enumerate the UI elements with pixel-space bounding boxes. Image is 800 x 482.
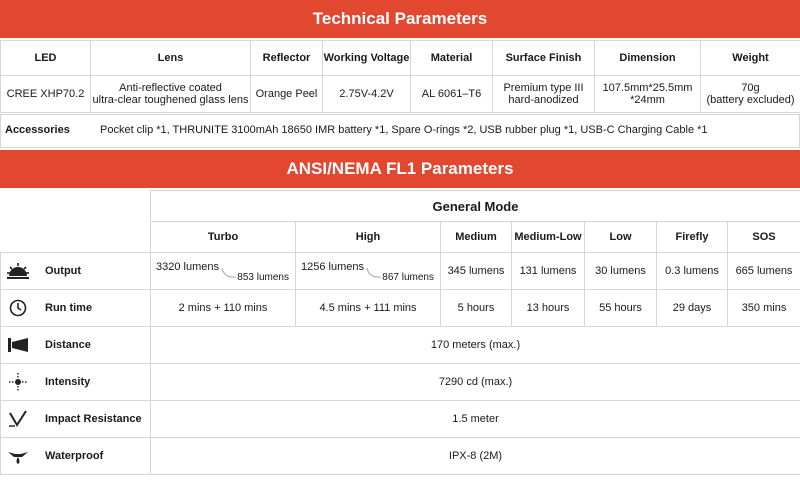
sun-icon: [7, 262, 29, 280]
output-firefly: 0.3 lumens: [657, 253, 728, 290]
value-dimension: [595, 76, 701, 113]
runtime-label-cell: [1, 290, 151, 327]
runtime-high: 4.5 mins + 111 mins: [296, 290, 441, 327]
header-material: Material: [411, 41, 493, 76]
impact-row: [1, 401, 800, 438]
mode-low: Low: [585, 222, 657, 253]
weight-line-1: 70g: [741, 82, 760, 94]
intensity-row: [1, 364, 800, 401]
runtime-firefly: 29 days: [657, 290, 728, 327]
header-led: LED: [1, 41, 91, 76]
ansi-parameters-table: [0, 190, 800, 475]
impact-label-cell: [1, 401, 151, 438]
general-mode-row: [1, 191, 800, 222]
decay-curve-icon: [221, 267, 237, 279]
turbo-output-start: 3320 lumens: [156, 261, 219, 273]
ansi-parameters-banner: ANSI/NEMA FL1 Parameters: [0, 150, 800, 188]
intensity-value: 7290 cd (max.): [151, 364, 800, 401]
corner-cell: [1, 191, 151, 253]
tech-value-row: [1, 76, 800, 113]
runtime-low: 55 hours: [585, 290, 657, 327]
accessories-text: Pocket clip *1, THRUNITE 3100mAh 18650 IMR battery *1, Spare O-rings *2, USB rubber plug *1, USB-C Charging Cable *1: [100, 124, 708, 136]
impact-label: Impact Resistance: [45, 412, 142, 425]
distance-row: [1, 327, 800, 364]
output-low: 30 lumens: [585, 253, 657, 290]
waterproof-label-cell: [1, 438, 151, 475]
high-output-start: 1256 lumens: [301, 261, 364, 273]
technical-parameters-table: [0, 40, 800, 113]
output-medium: 345 lumens: [441, 253, 512, 290]
runtime-label: Run time: [45, 301, 93, 314]
turbo-output-end: 853 lumens: [237, 272, 289, 283]
runtime-medium: 5 hours: [441, 290, 512, 327]
water-drop-icon: [7, 447, 29, 465]
crosshair-icon: [7, 373, 29, 391]
accessories-label: Accessories: [5, 124, 70, 136]
accessories-row: [0, 114, 800, 148]
dimension-line-2: *24mm: [630, 94, 665, 106]
value-reflector: Orange Peel: [251, 76, 323, 113]
value-led: CREE XHP70.2: [1, 76, 91, 113]
distance-label: Distance: [45, 338, 91, 351]
header-dimension: Dimension: [595, 41, 701, 76]
distance-label-cell: [1, 327, 151, 364]
beam-icon: [7, 336, 29, 354]
runtime-medium-low: 13 hours: [512, 290, 585, 327]
header-lens: Lens: [91, 41, 251, 76]
runtime-row: [1, 290, 800, 327]
header-surface-finish: Surface Finish: [493, 41, 595, 76]
waterproof-row: [1, 438, 800, 475]
value-lens: [91, 76, 251, 113]
impact-value: 1.5 meter: [151, 401, 800, 438]
output-medium-low: 131 lumens: [512, 253, 585, 290]
output-label: Output: [45, 264, 82, 277]
mode-sos: SOS: [728, 222, 800, 253]
mode-high: High: [296, 222, 441, 253]
lens-line-2: ultra-clear toughened glass lens: [92, 94, 249, 106]
waterproof-label: Waterproof: [45, 449, 104, 462]
distance-value: 170 meters (max.): [151, 327, 800, 364]
mode-turbo: Turbo: [151, 222, 296, 253]
runtime-turbo: 2 mins + 110 mins: [151, 290, 296, 327]
finish-line-1: Premium type III: [503, 82, 584, 94]
header-working-voltage: Working Voltage: [323, 41, 411, 76]
clock-icon: [7, 299, 29, 317]
impact-icon: [7, 410, 29, 428]
header-weight: Weight: [701, 41, 800, 76]
output-label-cell: [1, 253, 151, 290]
mode-medium: Medium: [441, 222, 512, 253]
output-high: [296, 253, 441, 290]
mode-firefly: Firefly: [657, 222, 728, 253]
mode-medium-low: Medium-Low: [512, 222, 585, 253]
output-turbo: [151, 253, 296, 290]
runtime-sos: 350 mins: [728, 290, 800, 327]
waterproof-value: IPX-8 (2M): [151, 438, 800, 475]
decay-curve-icon: [366, 267, 382, 279]
value-weight: [701, 76, 800, 113]
header-reflector: Reflector: [251, 41, 323, 76]
output-sos: 665 lumens: [728, 253, 800, 290]
dimension-line-1: 107.5mm*25.5mm: [602, 82, 693, 94]
technical-parameters-banner: Technical Parameters: [0, 0, 800, 38]
weight-line-2: (battery excluded): [706, 94, 795, 106]
lens-line-1: Anti-reflective coated: [119, 82, 222, 94]
finish-line-2: hard-anodized: [508, 94, 579, 106]
output-row: [1, 253, 800, 290]
general-mode-header: General Mode: [151, 191, 800, 222]
tech-header-row: [1, 41, 800, 76]
intensity-label: Intensity: [45, 375, 91, 388]
value-finish: [493, 76, 595, 113]
value-material: AL 6061–T6: [411, 76, 493, 113]
value-voltage: 2.75V-4.2V: [323, 76, 411, 113]
intensity-label-cell: [1, 364, 151, 401]
high-output-end: 867 lumens: [382, 272, 434, 283]
